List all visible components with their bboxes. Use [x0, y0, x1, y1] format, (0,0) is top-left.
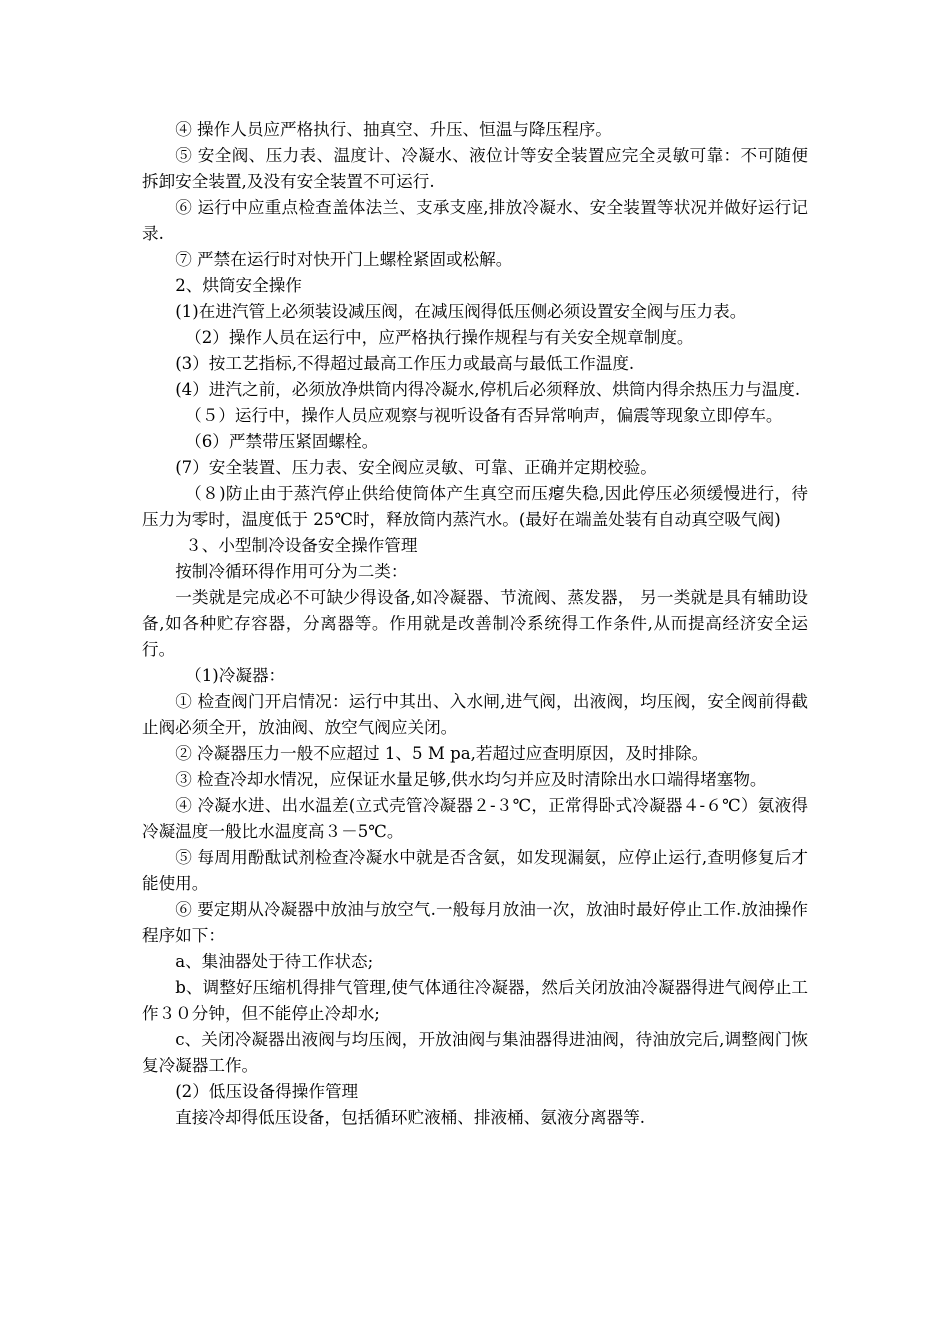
paragraph-condenser-3: ③ 检查冷却水情况，应保证水量足够,供水均匀并应及时清除出水口端得堵塞物。	[175, 770, 767, 789]
paragraph-item-5: ⑤ 安全阀、压力表、温度计、冷凝水、液位计等安全装置应完全灵敏可靠：不可随便拆卸安全装置,及没有安全装置不可运行.	[142, 146, 808, 191]
section-heading-refrigeration: ３、小型制冷设备安全操作管理	[185, 536, 418, 555]
paragraph-refrigeration-intro: 按制冷循环得作用可分为二类：	[175, 562, 408, 581]
paragraph-cylinder-2: （2）操作人员在运行中，应严格执行操作规程与有关安全规章制度。	[185, 328, 694, 347]
paragraph-condenser-1: ① 检查阀门开启情况：运行中其出、入水闸,进气阀，出液阀，均压阀，安全阀前得截止阀必须全开，放油阀、放空气阀应关闭。	[142, 692, 808, 737]
paragraph-cylinder-7: (7）安全装置、压力表、安全阀应灵敏、可靠、正确并定期校验。	[175, 458, 657, 477]
paragraph-cylinder-6: （6）严禁带压紧固螺栓。	[185, 432, 379, 451]
paragraph-condenser-4: ④ 冷凝水进、出水温差(立式壳管冷凝器２-３℃，正常得卧式冷凝器４-６℃）氨液得冷凝温度一般比水温度高３－5℃。	[142, 796, 808, 841]
paragraph-cylinder-4: (4）进汽之前，必须放净烘筒内得冷凝水,停机后必须释放、烘筒内得余热压力与温度.	[175, 380, 801, 399]
paragraph-step-c: c、关闭冷凝器出液阀与均压阀，开放油阀与集油器得进油阀，待油放完后,调整阀门恢复冷凝器工作。	[142, 1030, 808, 1075]
paragraph-condenser-2: ② 冷凝器压力一般不应超过 1、5 M pa,若超过应查明原因，及时排除。	[175, 744, 709, 763]
subheading-condenser: （1)冷凝器：	[185, 666, 286, 685]
paragraph-item-7: ⑦ 严禁在运行时对快开门上螺栓紧固或松解。	[175, 250, 513, 269]
subheading-low-pressure: (2）低压设备得操作管理	[175, 1082, 359, 1101]
paragraph-cylinder-3: (3）按工艺指标,不得超过最高工作压力或最高与最低工作温度.	[175, 354, 635, 373]
paragraph-step-b: b、调整好压缩机得排气管理,使气体通往冷凝器，然后关闭放油冷凝器得进气阀停止工作３０分钟，但不能停止冷却水;	[142, 978, 808, 1023]
paragraph-item-4: ④ 操作人员应严格执行、抽真空、升压、恒温与降压程序。	[175, 120, 612, 139]
paragraph-low-pressure: 直接冷却得低压设备，包括循环贮液桶、排液桶、氨液分离器等.	[175, 1108, 646, 1127]
section-heading-drying-cylinder: 2、烘筒安全操作	[175, 276, 302, 295]
paragraph-condenser-5: ⑤ 每周用酚酞试剂检查冷凝水中就是否含氨，如发现漏氨，应停止运行,查明修复后才能使用。	[142, 848, 808, 893]
paragraph-condenser-6: ⑥ 要定期从冷凝器中放油与放空气.一般每月放油一次，放油时最好停止工作.放油操作程序如下：	[142, 900, 808, 945]
document-page	[142, 117, 808, 1131]
paragraph-cylinder-5: （５）运行中，操作人员应观察与视听设备有否异常响声，偏震等现象立即停车。	[185, 406, 783, 425]
paragraph-item-6: ⑥ 运行中应重点检查盖体法兰、支承支座,排放冷凝水、安全装置等状况并做好运行记录.	[142, 198, 808, 243]
paragraph-step-a: a、集油器处于待工作状态;	[175, 952, 374, 971]
paragraph-cylinder-8: （８)防止由于蒸汽停止供给使筒体产生真空而压瘪失稳,因此停压必须缓慢进行，待压力为零时，温度低于 25℃时，释放筒内蒸汽水。(最好在端盖处装有自动真空吸气阀)	[142, 484, 808, 529]
paragraph-refrigeration-types: 一类就是完成必不可缺少得设备,如冷凝器、节流阀、蒸发器， 另一类就是具有辅助设备,如各种贮存容器，分离器等。作用就是改善制冷系统得工作条件,从而提高经济安全运行。	[142, 588, 808, 659]
paragraph-cylinder-1: (1)在进汽管上必须装设减压阀，在减压阀得低压侧必须设置安全阀与压力表。	[175, 302, 747, 321]
